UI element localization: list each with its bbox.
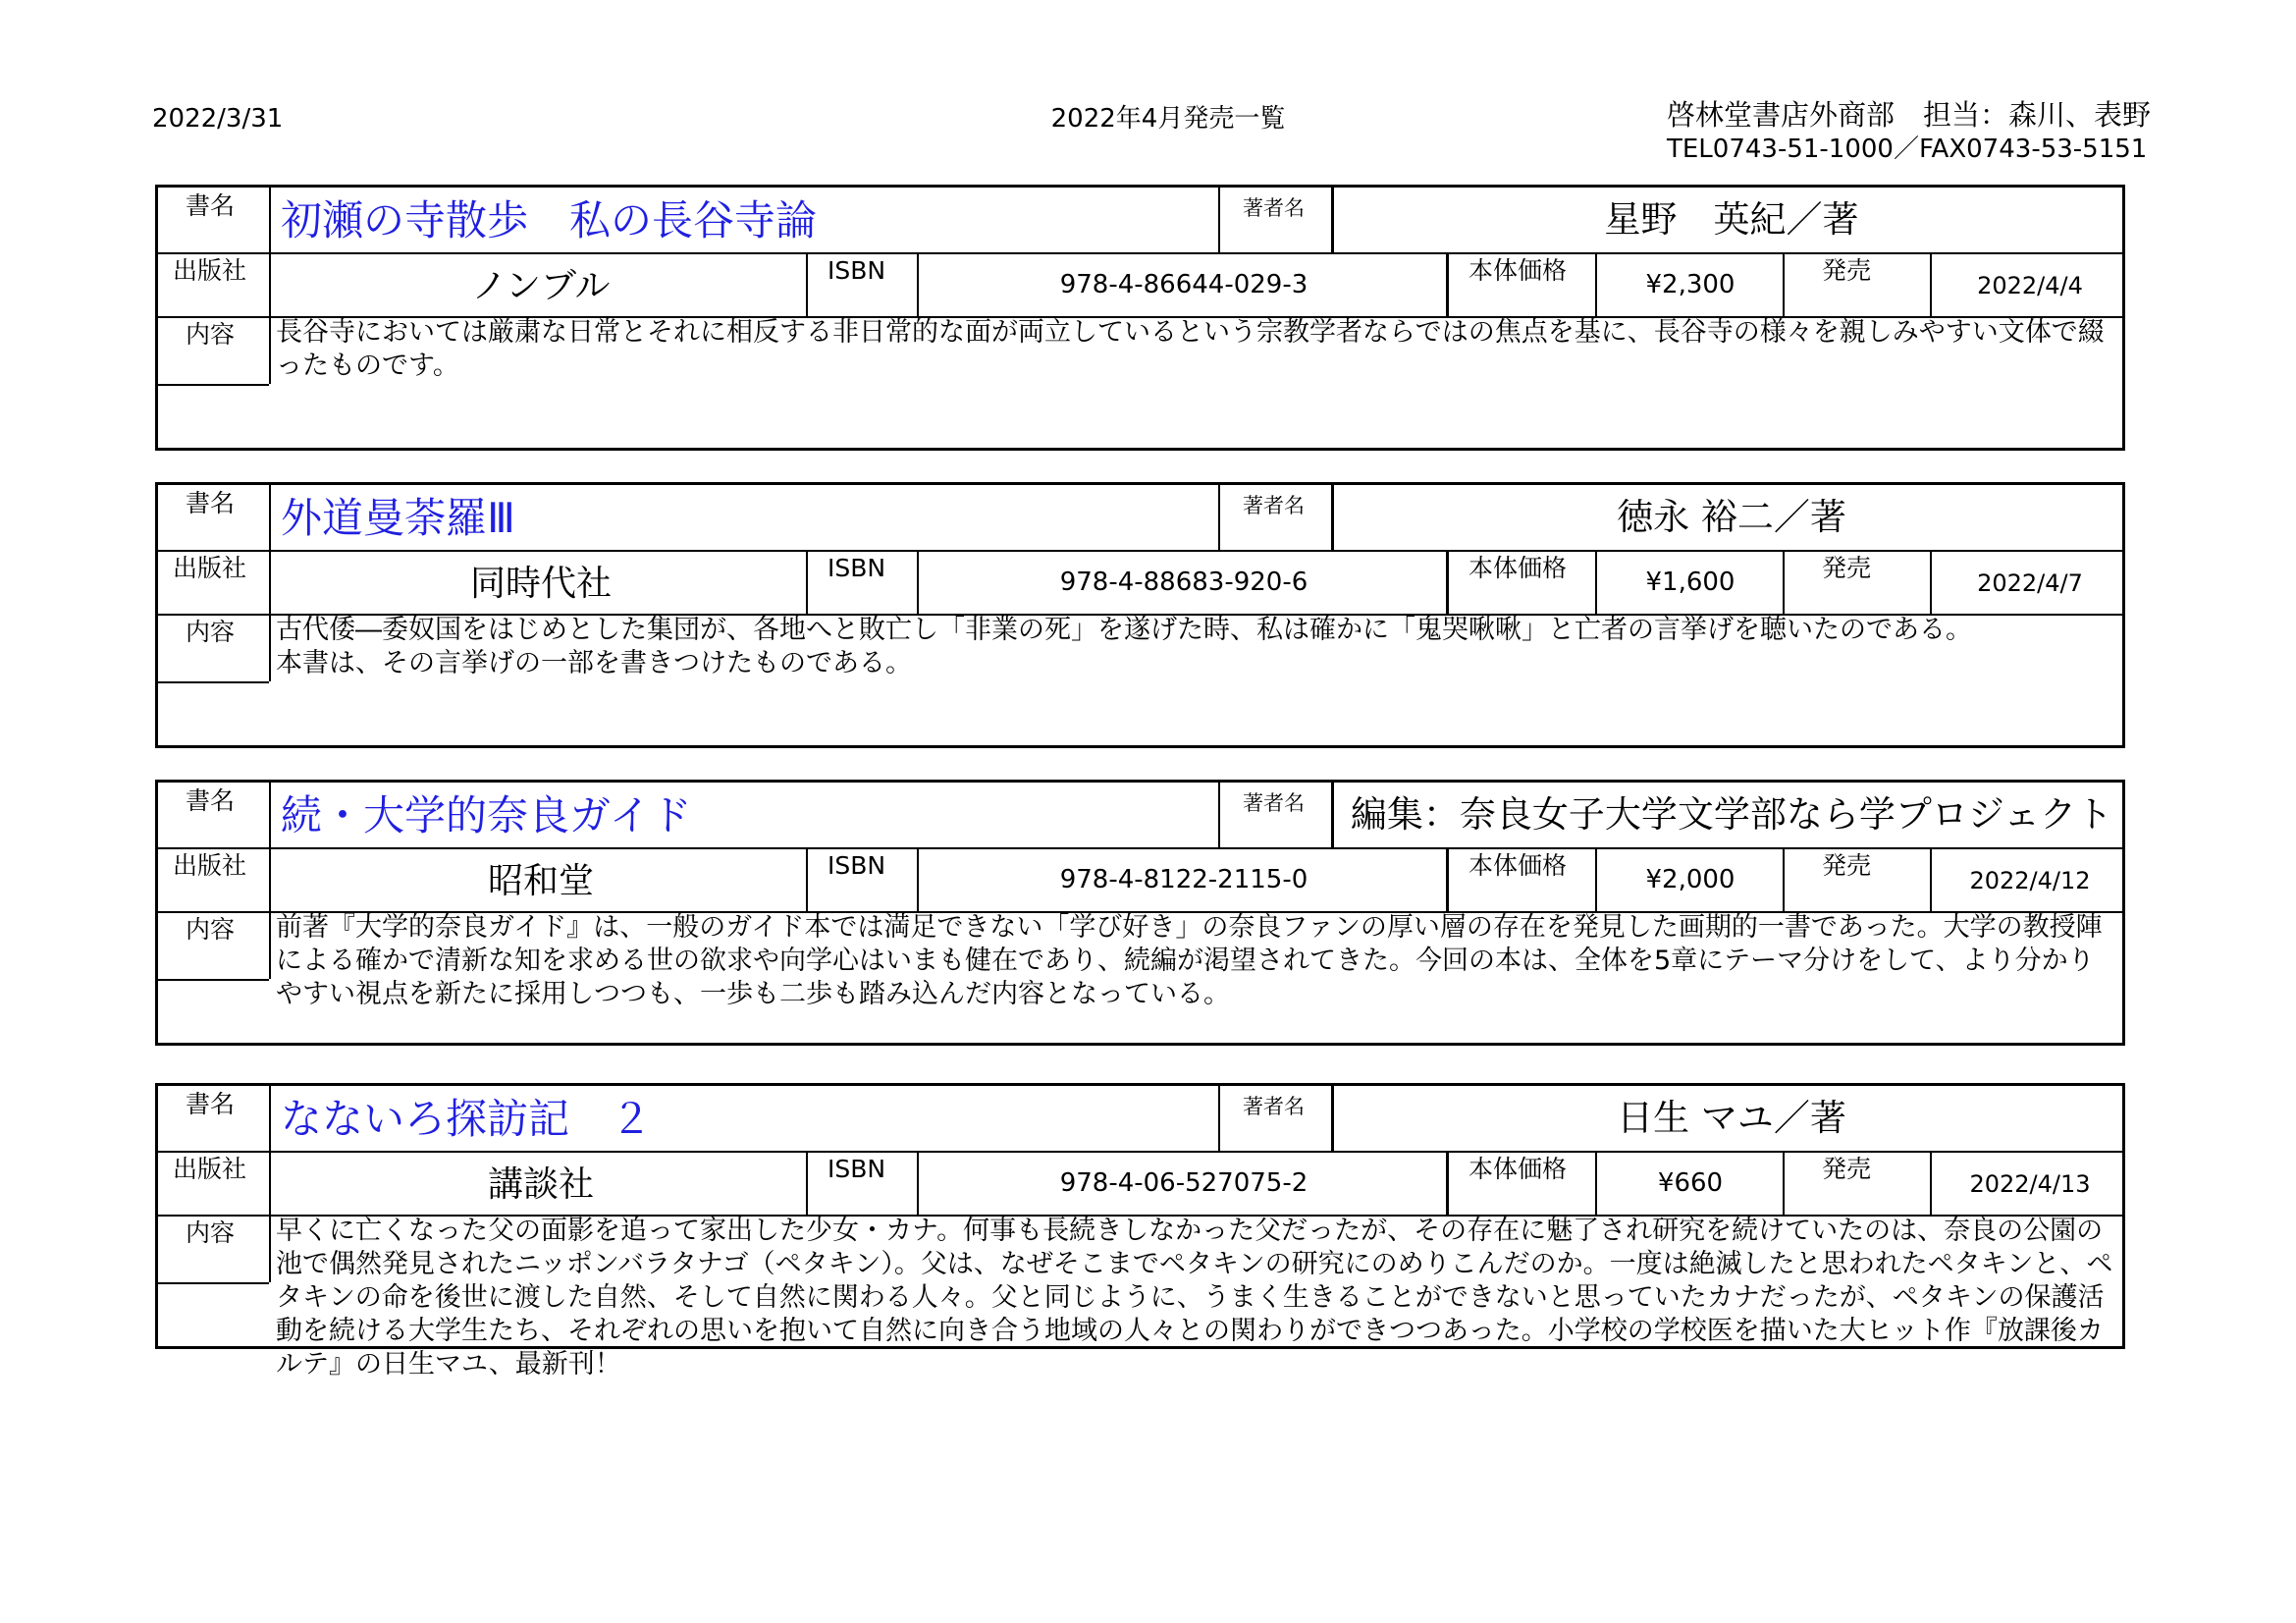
list-title: 2022年4月発売一覧 bbox=[1050, 104, 1286, 134]
book-author: 編集：奈良女子大学文学部なら学プロジェクト bbox=[1350, 793, 2113, 836]
row-divider bbox=[158, 681, 269, 683]
col-divider bbox=[1930, 1151, 1932, 1215]
col-divider bbox=[269, 316, 271, 384]
book-price: ¥2,000 bbox=[1645, 865, 1735, 894]
row-divider bbox=[158, 550, 2122, 552]
publisher-label: 出版社 bbox=[173, 554, 247, 582]
book-release-date: 2022/4/12 bbox=[1969, 867, 2091, 894]
book-isbn: 978-4-8122-2115-0 bbox=[1059, 865, 1308, 894]
col-divider bbox=[1331, 1086, 1334, 1151]
book-title: 初瀬の寺散歩 私の長谷寺論 bbox=[281, 196, 818, 244]
col-divider bbox=[1930, 847, 1932, 911]
book-title: 外道曼荼羅Ⅲ bbox=[281, 494, 515, 542]
book-description: 古代倭―委奴国をはじめとした集団が、各地へと敗亡し「非業の死」を遂げた時、私は確かに「鬼哭啾啾」と亡者の言挙げを聴いたのである。 本書は、その言挙げの一部を書きつけたものである。 bbox=[276, 615, 1972, 678]
price-label: 本体価格 bbox=[1468, 1155, 1568, 1183]
col-divider bbox=[806, 1151, 808, 1215]
row-divider bbox=[158, 384, 269, 386]
book-publisher: 講談社 bbox=[487, 1164, 594, 1205]
publisher-label: 出版社 bbox=[173, 1155, 247, 1183]
col-divider bbox=[806, 847, 808, 911]
book-release-date: 2022/4/13 bbox=[1969, 1170, 2091, 1198]
author-label: 著者名 bbox=[1243, 791, 1305, 815]
col-divider bbox=[1218, 188, 1220, 252]
col-divider bbox=[1218, 1086, 1220, 1151]
author-label: 著者名 bbox=[1243, 494, 1305, 517]
col-divider bbox=[1595, 847, 1597, 911]
book-author: 星野 英紀／著 bbox=[1604, 198, 1859, 241]
book-isbn: 978-4-88683-920-6 bbox=[1059, 568, 1308, 597]
book-author: 日生 マユ／著 bbox=[1617, 1097, 1846, 1139]
book-publisher: ノンブル bbox=[471, 266, 611, 306]
col-divider bbox=[1331, 783, 1334, 847]
book-isbn: 978-4-86644-029-3 bbox=[1059, 270, 1308, 299]
content-label: 内容 bbox=[186, 915, 236, 944]
col-divider bbox=[269, 485, 271, 614]
col-divider bbox=[1595, 1151, 1597, 1215]
book-entry bbox=[155, 1083, 2125, 1380]
publisher-label: 出版社 bbox=[173, 256, 247, 285]
release-label: 発売 bbox=[1822, 1155, 1872, 1183]
store-contact-person: 啓林堂書店外商部 担当：森川、表野 bbox=[1667, 98, 2152, 132]
book-price: ¥660 bbox=[1657, 1168, 1724, 1198]
col-divider bbox=[1595, 252, 1597, 316]
isbn-label: ISBN bbox=[828, 851, 886, 880]
book-description: 前著『大学的奈良ガイド』は、一般のガイド本では満足できない「学び好き」の奈良ファンの厚い層の存在を発見した画期的一書であった。大学の教授陣による確かで清新な知を求める世の欲求や向学心はいまも健在であり、続編が渇望されてきた。今回の本は、全体を5章にテーマ分けをして、より分かりやすい視点を新たに採用しつつも、一歩も二歩も踏み込んだ内容となっている。 bbox=[276, 912, 2103, 1009]
store-phone-fax: TEL0743-51-1000／FAX0743-53-5151 bbox=[1667, 135, 2148, 164]
col-divider bbox=[269, 188, 271, 316]
col-divider bbox=[269, 1086, 271, 1215]
book-title: なないろ探訪記 ２ bbox=[281, 1095, 653, 1143]
book-title: 続・大学的奈良ガイド bbox=[281, 791, 692, 839]
col-divider bbox=[1783, 1151, 1785, 1215]
row-divider bbox=[158, 1282, 269, 1284]
title-label: 書名 bbox=[186, 1090, 236, 1118]
col-divider bbox=[269, 614, 271, 681]
row-divider bbox=[158, 252, 2122, 254]
book-description: 長谷寺においては厳粛な日常とそれに相反する非日常的な面が両立しているという宗教学者ならではの焦点を基に、長谷寺の様々を親しみやすい文体で綴ったものです。 bbox=[276, 317, 2105, 381]
title-label: 書名 bbox=[186, 489, 236, 517]
content-label: 内容 bbox=[186, 618, 236, 646]
col-divider bbox=[269, 783, 271, 911]
col-divider bbox=[1930, 550, 1932, 614]
book-price: ¥2,300 bbox=[1645, 270, 1735, 299]
book-publisher: 同時代社 bbox=[469, 564, 612, 604]
book-entry bbox=[155, 185, 2125, 451]
col-divider bbox=[1595, 550, 1597, 614]
content-label: 内容 bbox=[186, 320, 236, 349]
col-divider bbox=[1783, 252, 1785, 316]
price-label: 本体価格 bbox=[1468, 256, 1568, 285]
title-label: 書名 bbox=[186, 191, 236, 220]
col-divider bbox=[1218, 485, 1220, 550]
content-label: 内容 bbox=[186, 1218, 236, 1247]
col-divider bbox=[806, 252, 808, 316]
col-divider bbox=[1331, 188, 1334, 252]
isbn-label: ISBN bbox=[828, 256, 886, 285]
book-release-date: 2022/4/4 bbox=[1977, 272, 2083, 299]
col-divider bbox=[806, 550, 808, 614]
book-description: 早くに亡くなった父の面影を追って家出した少女・カナ。何事も長続きしなかった父だったが、その存在に魅了され研究を続けていたのは、奈良の公園の池で偶然発見されたニッポンバラタナゴ（ペタキン）。父は、なぜそこまでペタキンの研究にのめりこんだのか。一度は絶滅したと思われたペタキンと、ペタキンの命を後世に渡した自然、そして自然に関わる人々。父と同じように、うまく生きることができないと思っていたカナだったが、ペタキンの保護活動を続ける大学生たち、それぞれの思いを抱いて自然に向き合う地域の人々との関わりができつつあった。小学校の学校医を描いた大ヒット作『放課後カルテ』の日生マユ、最新刊！ bbox=[276, 1216, 2113, 1380]
book-entry bbox=[155, 780, 2125, 1046]
row-divider bbox=[158, 1151, 2122, 1153]
col-divider bbox=[1331, 485, 1334, 550]
title-label: 書名 bbox=[186, 786, 236, 815]
price-label: 本体価格 bbox=[1468, 851, 1568, 880]
col-divider bbox=[1783, 847, 1785, 911]
release-label: 発売 bbox=[1822, 256, 1872, 285]
book-isbn: 978-4-06-527075-2 bbox=[1059, 1168, 1308, 1198]
list-date: 2022/3/31 bbox=[152, 104, 284, 134]
col-divider bbox=[1783, 550, 1785, 614]
author-label: 著者名 bbox=[1243, 196, 1305, 220]
col-divider bbox=[269, 1215, 271, 1282]
book-entry bbox=[155, 482, 2125, 748]
price-label: 本体価格 bbox=[1468, 554, 1568, 582]
book-price: ¥1,600 bbox=[1645, 568, 1735, 597]
book-author: 徳永 裕二／著 bbox=[1617, 496, 1846, 538]
row-divider bbox=[158, 979, 269, 981]
row-divider bbox=[158, 847, 2122, 849]
book-publisher: 昭和堂 bbox=[487, 861, 594, 901]
col-divider bbox=[1930, 252, 1932, 316]
release-label: 発売 bbox=[1822, 554, 1872, 582]
isbn-label: ISBN bbox=[828, 554, 886, 582]
isbn-label: ISBN bbox=[828, 1155, 886, 1183]
col-divider bbox=[1218, 783, 1220, 847]
author-label: 著者名 bbox=[1243, 1095, 1305, 1118]
release-label: 発売 bbox=[1822, 851, 1872, 880]
col-divider bbox=[269, 911, 271, 979]
book-release-date: 2022/4/7 bbox=[1977, 569, 2083, 597]
publisher-label: 出版社 bbox=[173, 851, 247, 880]
